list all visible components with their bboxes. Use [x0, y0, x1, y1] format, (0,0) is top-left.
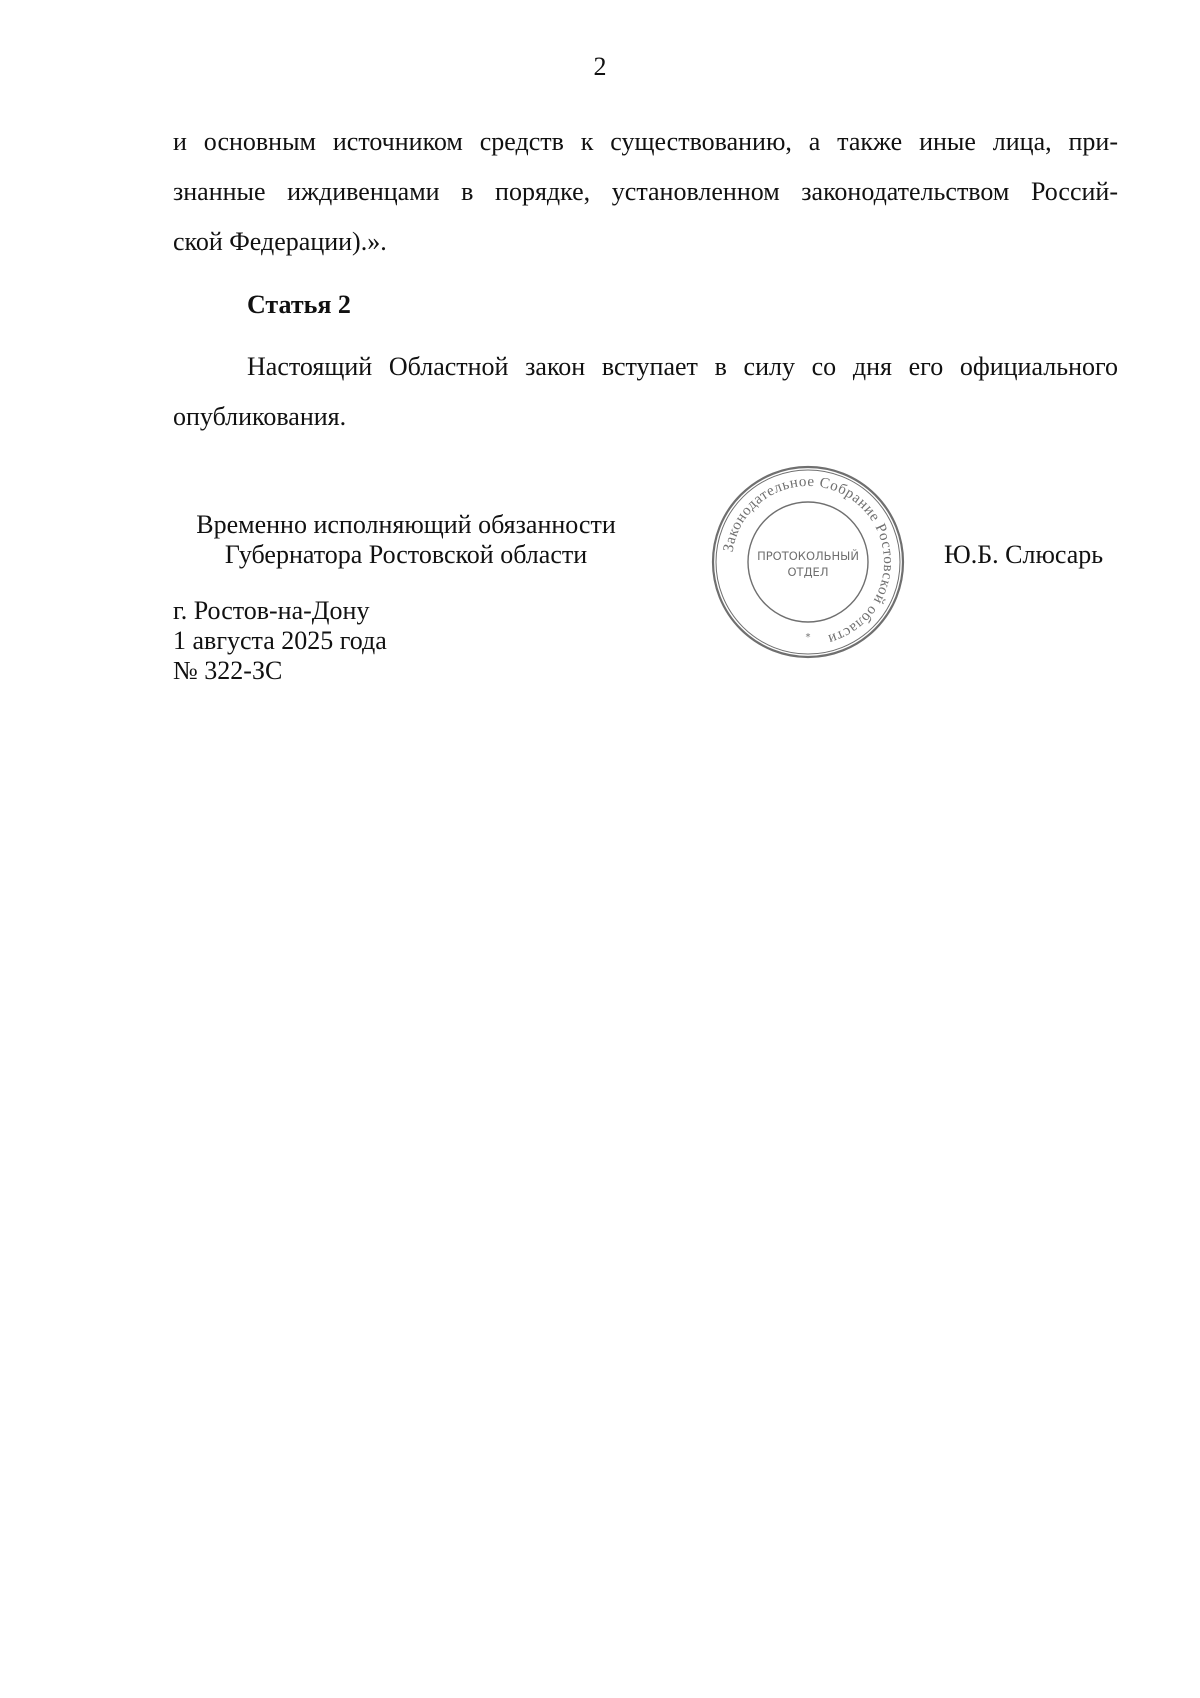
article-heading: Статья 2 [247, 290, 351, 319]
article-line: опубликования. [173, 402, 347, 431]
issuance-date: 1 августа 2025 года [173, 626, 387, 655]
paragraph-continuation [173, 117, 1118, 267]
official-stamp [708, 462, 908, 662]
stamp-inner-text: ОТДЕЛ [787, 565, 829, 579]
paragraph-line: и основным источником средств к существованию, а также иные лица, при- [173, 127, 1118, 156]
page-number: 2 [593, 52, 607, 81]
issuance-place: г. Ростов-на-Дону [173, 596, 370, 625]
signatory-name: Ю.Б. Слюсарь [944, 540, 1104, 569]
article-body [173, 342, 1118, 442]
stamp-star-icon: * [805, 632, 811, 643]
stamp-outer-text: Законодательное Собрание Ростовской области [720, 473, 897, 648]
stamp-inner-text: ПРОТОКОЛЬНЫЙ [757, 549, 859, 563]
signatory-title [176, 510, 636, 570]
signatory-title-line: Временно исполняющий обязанности [196, 510, 616, 539]
issuance-details [173, 596, 387, 686]
law-number: № 322-ЗС [173, 656, 283, 685]
paragraph-line: знанные иждивенцами в порядке, установленном законодательством Россий- [173, 177, 1118, 206]
paragraph-line: ской Федерации).». [173, 227, 387, 256]
signatory-title-line: Губернатора Ростовской области [224, 540, 588, 569]
article-line: Настоящий Областной закон вступает в силу со дня его официального [247, 352, 1118, 381]
